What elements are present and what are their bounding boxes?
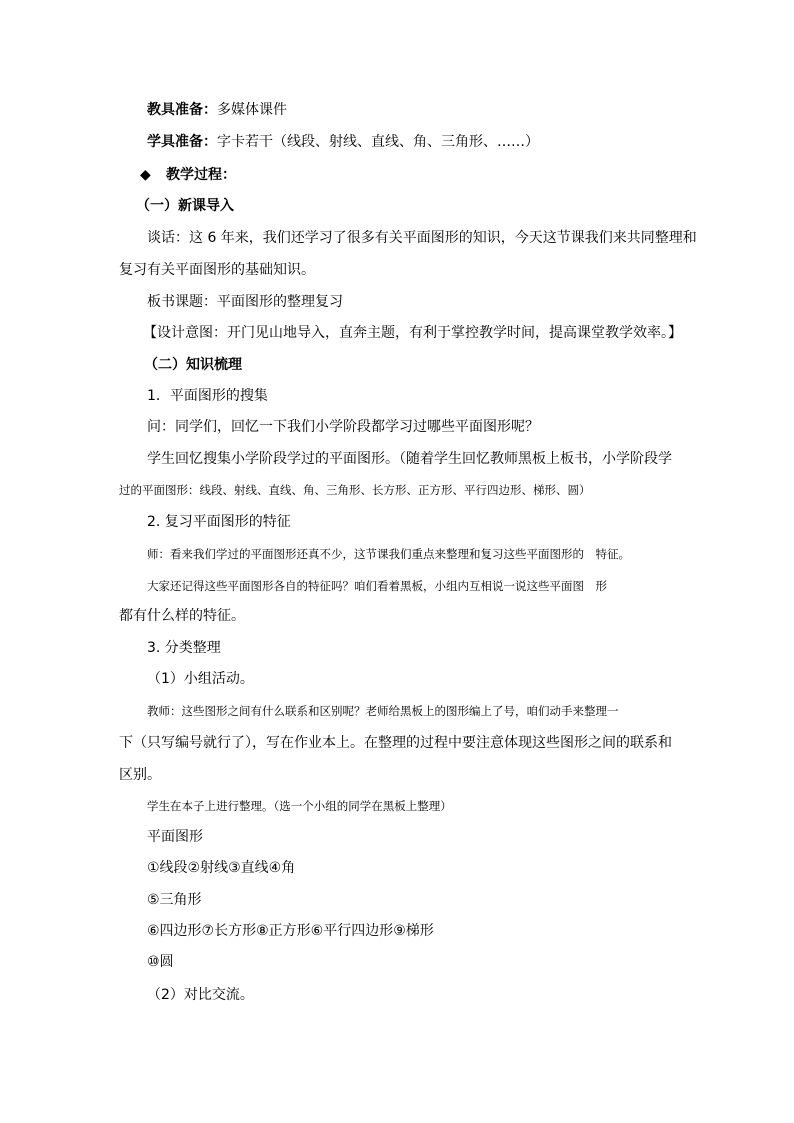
student-prep-value: 字卡若干（线段、射线、直线、角、三角形、……） <box>217 134 539 150</box>
process-heading-line <box>140 165 236 185</box>
item2-title: 2. 复习平面图形的特征 <box>147 514 291 530</box>
teacher-prep-line <box>147 100 287 120</box>
section1-heading: （一）新课导入 <box>136 198 234 214</box>
item1-question: 问：同学们，回忆一下我们小学阶段都学习过哪些平面图形呢？ <box>147 419 539 435</box>
student-prep-line <box>147 132 539 152</box>
classification-row-2: ⑤三角形 <box>147 892 202 908</box>
section2-heading: （二）知识梳理 <box>144 357 242 373</box>
classification-row-3: ⑥四边形⑦长方形⑧正方形⑥平行四边形⑨梯形 <box>147 923 434 939</box>
item1-line-2: 过的平面图形：线段、射线、直线、角、三角形、长方形、正方形、平行四边形、梯形、圆） <box>119 483 591 497</box>
teacher-prep-label: 教具准备： <box>147 102 217 118</box>
design-intent: 【设计意图：开门见山地导入，直奔主题，有利于掌控教学时间，提高课堂教学效率。】 <box>143 325 682 341</box>
item3-title: 3. 分类整理 <box>147 640 221 656</box>
student-work: 学生在本子上进行整理。（选一个小组的同学在黑板上整理） <box>147 799 452 813</box>
teacher-line-2: 下（只写编号就行了），写在作业本上。在整理的过程中要注意体现这些图形之间的联系和 <box>119 735 672 751</box>
talk-line-2: 复习有关平面图形的基础知识。 <box>119 262 315 278</box>
classification-row-4: ⑩圆 <box>147 954 174 970</box>
item2-line-2: 大家还记得这些平面图形各自的特征吗？咱们看着黑板，小组内互相说一说这些平面图 形 <box>147 579 607 593</box>
talk-line-1: 谈话：这 6 年来，我们还学习了很多有关平面图形的知识，今天这节课我们来共同整理和 <box>147 230 697 246</box>
student-prep-label: 学具准备： <box>147 134 217 150</box>
activity-1: （1）小组活动。 <box>147 671 254 687</box>
board-title: 板书课题：平面图形的整理复习 <box>147 294 343 310</box>
classification-title: 平面图形 <box>147 829 203 845</box>
item2-line-1: 师：看来我们学过的平面图形还真不少，这节课我们重点来整理和复习这些平面图形的 特征。 <box>147 547 630 561</box>
item1-title: 1．平面图形的搜集 <box>147 388 268 404</box>
item1-line-1: 学生回忆搜集小学阶段学过的平面图形。（随着学生回忆教师黑板上板书，小学阶段学 <box>147 451 672 467</box>
teacher-line-1: 教师：这些图形之间有什么联系和区别呢？老师给黑板上的图形编上了号，咱们动手来整理一 <box>147 704 619 718</box>
teacher-line-3: 区别。 <box>119 767 161 783</box>
classification-row-1: ①线段②射线③直线④角 <box>147 860 296 876</box>
activity-2: （2）对比交流。 <box>147 987 254 1003</box>
teacher-prep-value: 多媒体课件 <box>217 102 287 118</box>
item2-line-3: 都有什么样的特征。 <box>119 608 245 624</box>
diamond-bullet-icon: ◆ <box>140 167 151 183</box>
process-heading: 教学过程： <box>166 167 236 183</box>
